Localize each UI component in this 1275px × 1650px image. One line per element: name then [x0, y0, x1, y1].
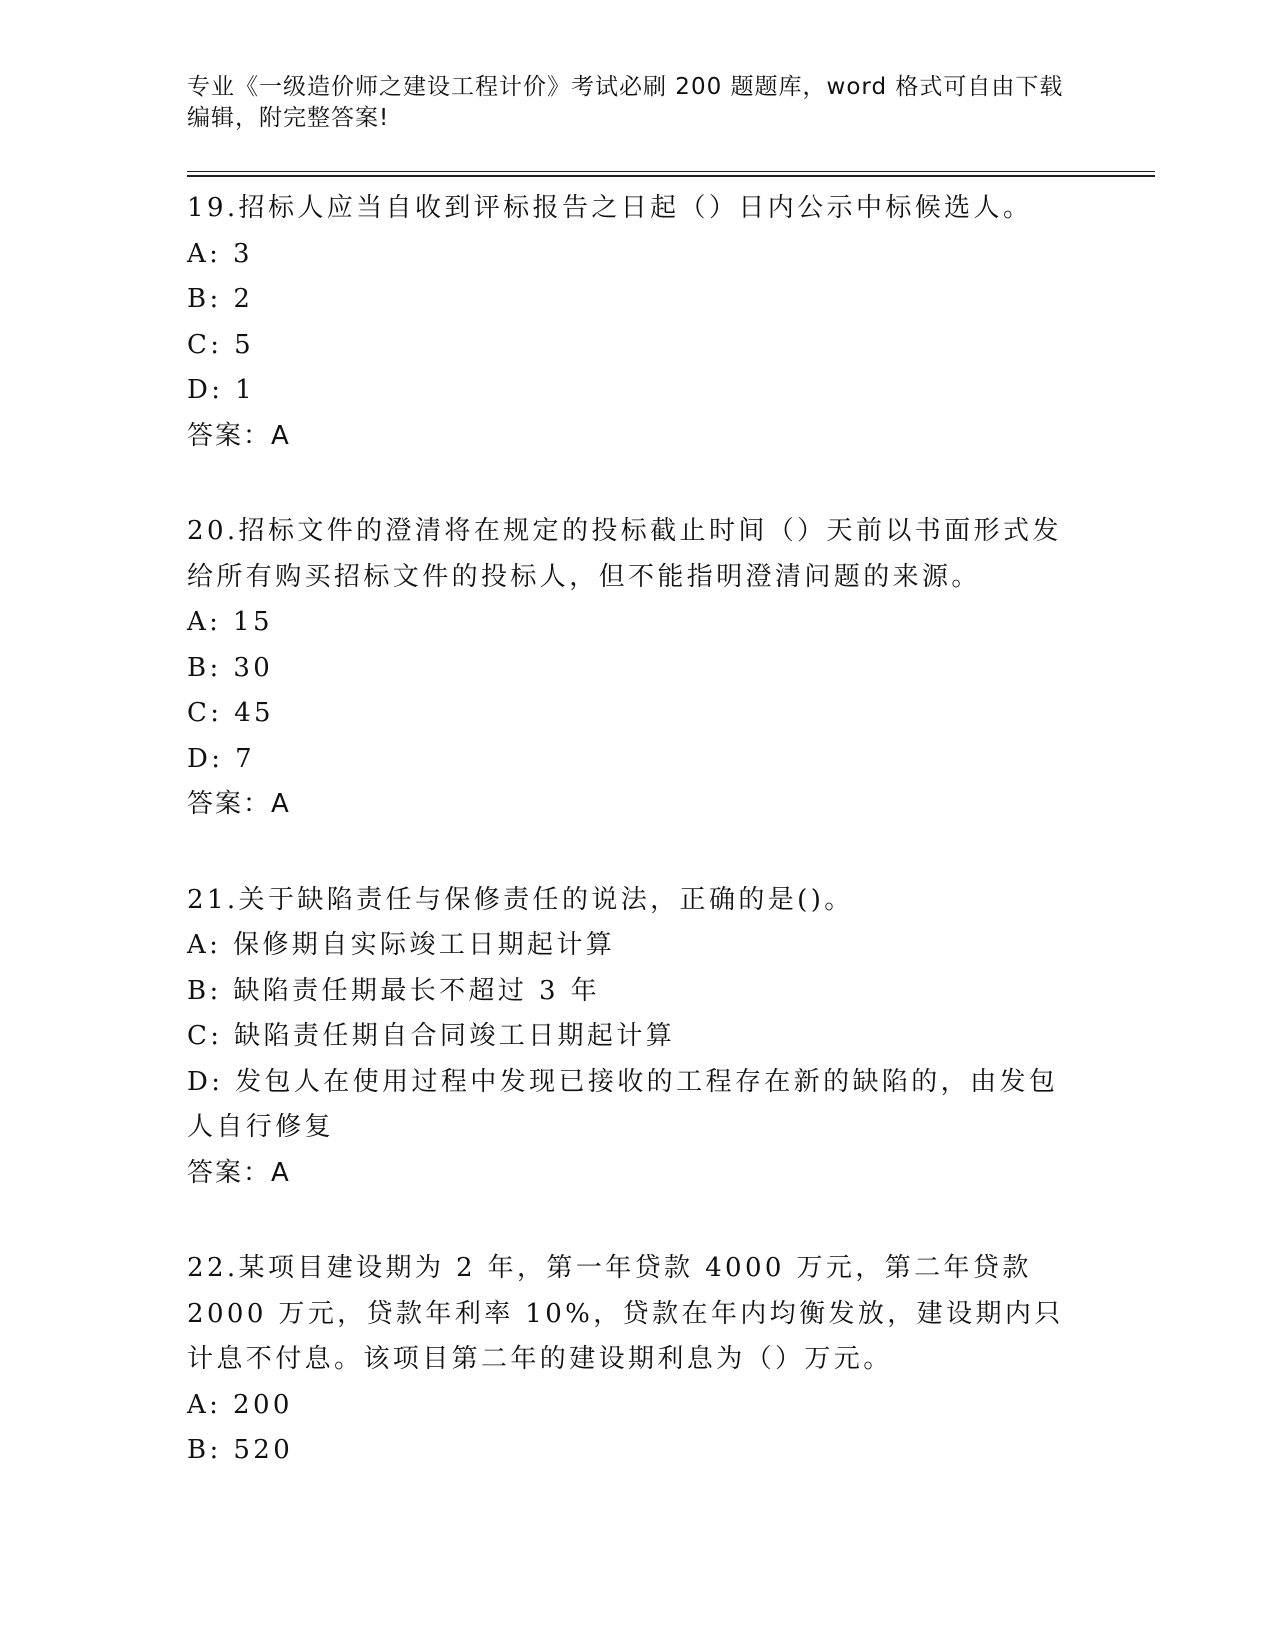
answer-label: 答案：A [187, 420, 291, 451]
option-b: B: 30 [187, 652, 274, 683]
question-stem: 20.招标文件的澄清将在规定的投标截止时间（）天前以书面形式发给所有购买招标文件的投标人，但不能指明澄清问题的来源。 [187, 516, 1062, 592]
option-c: C: 45 [187, 698, 275, 728]
answer-label: 答案：A [187, 789, 291, 819]
question-stem: 21.关于缺陷责任与保修责任的说法，正确的是()。 [187, 884, 854, 915]
option-d: D: 7 [187, 743, 256, 774]
question-22 [187, 1246, 1087, 1474]
question-21 [187, 878, 1087, 1197]
header-line-1: 专业《一级造价师之建设工程计价》考试必刷 200 题题库，word 格式可自由下载 [187, 74, 1064, 100]
header-line-2: 编辑，附完整答案! [187, 105, 390, 131]
option-a: A: 15 [187, 607, 273, 637]
option-c: C: 5 [187, 329, 255, 360]
question-stem: 19.招标人应当自收到评标报告之日起（）日内公示中标候选人。 [187, 193, 1033, 223]
option-c: C: 缺陷责任期自合同竣工日期起计算 [187, 1021, 676, 1051]
option-b: B: 2 [187, 284, 254, 314]
option-a: A: 保修期自实际竣工日期起计算 [187, 930, 616, 960]
question-list [187, 186, 1087, 1524]
answer-label: 答案：A [187, 1157, 291, 1188]
option-a: A: 3 [187, 238, 253, 269]
header-divider-bottom [187, 175, 1155, 177]
option-d: D: 发包人在使用过程中发现已接收的工程存在新的缺陷的，由发包人自行修复 [187, 1066, 1059, 1142]
option-d: D: 1 [187, 375, 256, 405]
question-stem: 22.某项目建设期为 2 年，第一年贷款 4000 万元，第二年贷款 2000 万元，贷款年利率 10%，贷款在年内均衡发放，建设期内只计息不付息。该项目第二年的建设期利息为（）万元。 [187, 1253, 1064, 1374]
option-b: B: 缺陷责任期最长不超过 3 年 [187, 975, 601, 1006]
header-divider-top [187, 171, 1155, 172]
question-19 [187, 186, 1087, 459]
option-a: A: 200 [187, 1389, 293, 1420]
option-b: B: 520 [187, 1435, 294, 1465]
question-20 [187, 509, 1087, 828]
document-header [187, 72, 1067, 134]
